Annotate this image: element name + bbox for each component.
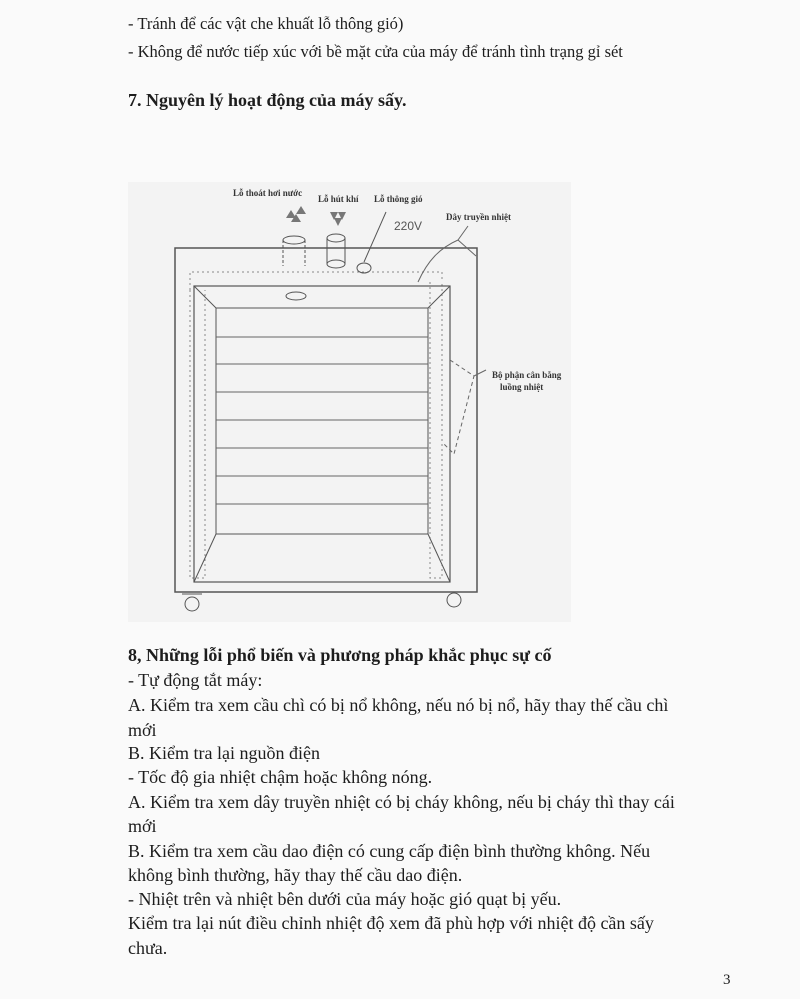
wheels <box>182 592 464 611</box>
steam-outlet-pipe-top <box>283 236 305 244</box>
section-8-line: B. Kiểm tra lại nguồn điện <box>128 743 320 763</box>
air-intake-pipe-top <box>327 234 345 242</box>
section-7-heading: 7. Nguyên lý hoạt động của máy sấy. <box>128 90 407 110</box>
top-line-1: - Tránh để các vật che khuất lỗ thông gió) <box>128 14 404 33</box>
air-intake-arrows <box>330 212 346 226</box>
door-frame-inner <box>216 308 428 534</box>
label-voltage: 220V <box>394 219 423 233</box>
label-vent: Lỗ thông gió <box>374 194 423 204</box>
label-air-intake: Lỗ hút khí <box>318 194 359 204</box>
heat-channel-top <box>190 272 442 290</box>
door-frame-outer <box>194 286 450 582</box>
top-line-2: - Không để nước tiếp xúc với bề mặt cửa của máy để tránh tình trạng gỉ sét <box>128 42 623 61</box>
section-8-line: không bình thường, hãy thay thế cầu dao điện. <box>128 865 463 885</box>
heat-channel-right <box>430 282 442 578</box>
section-8-line: mới <box>128 720 157 740</box>
section-8-line: chưa. <box>128 938 168 958</box>
label-heating-wire: Dây truyền nhiệt <box>446 212 511 222</box>
page-number: 3 <box>723 972 731 988</box>
label-steam-outlet: Lỗ thoát hơi nước <box>233 188 303 198</box>
section-8-line: B. Kiểm tra xem cầu dao điện có cung cấp điện bình thường không. Nếu <box>128 841 651 861</box>
section-8-line: A. Kiểm tra xem dây truyền nhiệt có bị cháy không, nếu bị cháy thì thay cái <box>128 792 675 812</box>
steam-outlet-pipe-bottom <box>286 292 306 300</box>
section-8-line: A. Kiểm tra xem cầu chì có bị nổ không, nếu nó bị nổ, hãy thay thế cầu chì <box>128 695 669 715</box>
section-8-line: Kiểm tra lại nút điều chỉnh nhiệt độ xem đã phù hợp với nhiệt độ cần sấy <box>128 913 654 933</box>
section-8-heading: 8, Những lỗi phổ biến và phương pháp khắc phục sự cố <box>128 645 552 665</box>
heat-channel-left <box>190 290 205 578</box>
shelves <box>216 337 428 504</box>
steam-arrows <box>286 206 306 222</box>
section-8-line: mới <box>128 816 157 836</box>
section-8-line: - Tự động tắt máy: <box>128 670 263 690</box>
label-balancer-1: Bộ phận cân bằng <box>492 370 562 380</box>
section-8-line: - Tốc độ gia nhiệt chậm hoặc không nóng. <box>128 767 433 787</box>
section-8-line: - Nhiệt trên và nhiệt bên dưới của máy hoặc gió quạt bị yếu. <box>128 889 562 909</box>
heat-balancer-panel <box>444 360 474 454</box>
dryer-diagram <box>128 182 571 622</box>
label-balancer-2: luồng nhiệt <box>500 382 544 392</box>
heating-wire <box>418 226 468 282</box>
